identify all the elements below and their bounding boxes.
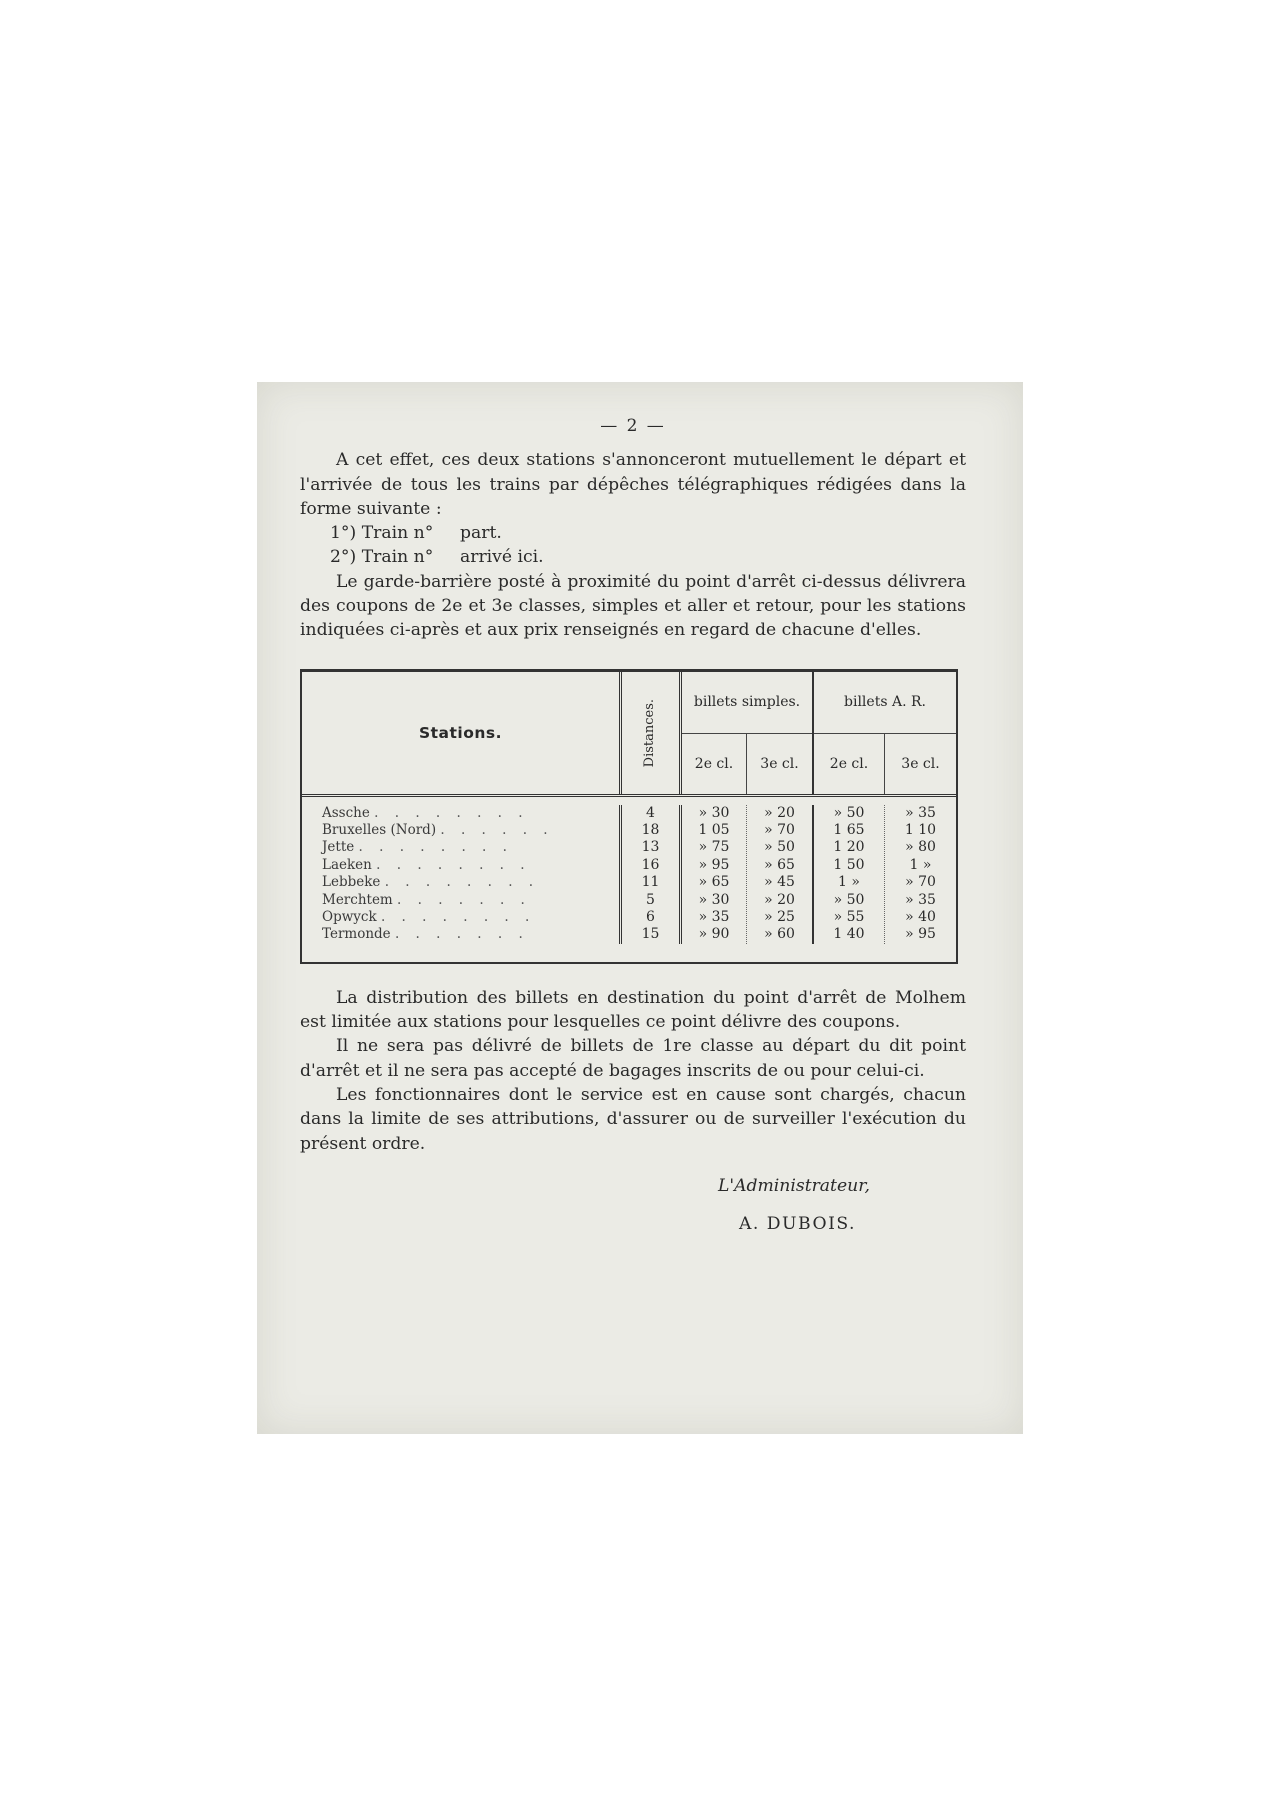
table-cell-price: » 90 — [698, 926, 730, 943]
table-cell-price: » 35 — [905, 804, 936, 821]
table-row-station: Jette . . . . . . . . — [322, 839, 513, 856]
coupons-paragraph: Le garde-barrière posté à proximité du point d'arrêt ci-dessus délivrera des coupons de 2e et 3e classes, simples et aller et retour, pour les stations indiquées ci-après et aux prix renseignés en regard de chacune d'elles. — [300, 571, 966, 641]
table-cell-price: » 70 — [764, 822, 795, 839]
distances-column — [622, 805, 682, 944]
list-item-label: 2°) Train n° — [330, 547, 434, 568]
table-cell-price: » 30 — [698, 804, 730, 821]
table-cell-price: » 50 — [833, 891, 865, 908]
table-body — [302, 797, 956, 962]
first-class-paragraph: Il ne sera pas délivré de billets de 1re classe au départ du dit point d'arrêt et il ne sera pas accepté de bagages inscrits de ou pour celui-ci. — [300, 1036, 966, 1081]
table-cell-price: » 60 — [764, 926, 795, 943]
header-simples-title: billets simples. — [682, 672, 812, 734]
header-stations: Stations. — [302, 672, 622, 794]
list-item-label: 1°) Train n° — [330, 523, 434, 544]
table-cell-price: » 35 — [698, 909, 730, 926]
table-cell-distance: 15 — [641, 926, 660, 943]
ar-columns — [814, 805, 956, 944]
table-cell-price: » 70 — [905, 874, 936, 891]
header-distances — [622, 672, 682, 794]
stations-column — [302, 805, 622, 944]
table-row-station: Termonde . . . . . . . — [322, 926, 529, 943]
header-billets-simples — [682, 672, 814, 794]
table-cell-price: » 20 — [764, 804, 795, 821]
fares-table — [300, 669, 958, 964]
table-cell-price: 1 65 — [833, 822, 865, 839]
table-cell-distance: 5 — [646, 891, 655, 908]
signature-title: L'Administrateur, — [717, 1175, 870, 1196]
table-cell-price: » 25 — [764, 909, 795, 926]
list-item — [300, 545, 966, 569]
header-ar-3cl: 3e cl. — [901, 755, 940, 772]
list-item — [300, 521, 966, 545]
table-cell-price: » 95 — [905, 926, 936, 943]
table-row-station: Opwyck . . . . . . . . — [322, 909, 536, 926]
table-cell-price: » 95 — [698, 856, 730, 873]
table-cell-distance: 11 — [641, 874, 660, 891]
header-ar-title: billets A. R. — [814, 672, 956, 734]
header-simples-2cl: 2e cl. — [682, 734, 747, 794]
ar-2cl-column — [814, 805, 885, 944]
table-row-station: Laeken . . . . . . . . — [322, 856, 531, 873]
simples-3cl-column — [747, 805, 812, 944]
table-cell-distance: 6 — [646, 909, 655, 926]
table-cell-distance: 13 — [641, 839, 660, 856]
officials-paragraph: Les fonctionnaires dont le service est en cause sont chargés, chacun dans la limite de ses attributions, d'assurer ou de surveiller l'exécution du présent ordre. — [300, 1084, 966, 1154]
table-cell-price: » 75 — [698, 839, 730, 856]
table-cell-price: » 35 — [905, 891, 936, 908]
table-cell-price: 1 10 — [904, 822, 937, 839]
table-row-station: Lebbeke . . . . . . . . — [322, 874, 540, 891]
header-simples-3cl: 3e cl. — [760, 755, 799, 772]
table-cell-price: 1 05 — [698, 822, 730, 839]
table-row-station: Assche . . . . . . . . — [322, 804, 529, 821]
table-row-station: Merchtem . . . . . . . — [322, 891, 531, 908]
intro-paragraph: A cet effet, ces deux stations s'annonceront mutuellement le départ et l'arrivée de tous les trains par dépêches télégraphiques rédigées dans la forme suivante : — [300, 450, 966, 519]
table-row-station: Bruxelles (Nord) . . . . . . — [322, 822, 554, 839]
header-billets-ar — [814, 672, 956, 794]
list-item-text: arrivé ici. — [460, 547, 544, 568]
table-cell-price: » 50 — [833, 804, 865, 821]
ar-3cl-column — [885, 805, 956, 944]
table-cell-price: 1 » — [909, 856, 932, 873]
table-cell-price: » 40 — [905, 909, 936, 926]
header-ar-2cl: 2e cl. — [814, 734, 885, 794]
document-page — [300, 414, 966, 1236]
table-header — [302, 672, 956, 797]
table-cell-price: 1 40 — [833, 926, 865, 943]
table-cell-distance: 4 — [646, 804, 655, 821]
header-distances-label: Distances. — [642, 698, 658, 767]
simples-columns — [682, 805, 814, 944]
table-cell-price: » 65 — [764, 856, 795, 873]
table-cell-price: » 55 — [833, 909, 865, 926]
table-cell-price: » 50 — [764, 839, 795, 856]
table-cell-price: » 30 — [698, 891, 730, 908]
table-cell-distance: 18 — [641, 822, 660, 839]
table-cell-price: » 65 — [698, 874, 730, 891]
table-cell-price: 1 50 — [833, 856, 865, 873]
distribution-paragraph: La distribution des billets en destination du point d'arrêt de Molhem est limitée aux stations pour lesquelles ce point délivre des coupons. — [300, 987, 966, 1033]
table-cell-price: » 80 — [905, 839, 936, 856]
simples-2cl-column — [682, 805, 747, 944]
table-cell-price: » 45 — [764, 874, 795, 891]
table-cell-price: » 20 — [764, 891, 795, 908]
table-cell-distance: 16 — [641, 856, 660, 873]
table-cell-price: 1 » — [838, 874, 860, 891]
signature-name: A. DUBOIS. — [738, 1214, 856, 1235]
page-number: — 2 — — [600, 416, 666, 436]
list-item-text: part. — [460, 523, 502, 544]
table-cell-price: 1 20 — [833, 839, 865, 856]
